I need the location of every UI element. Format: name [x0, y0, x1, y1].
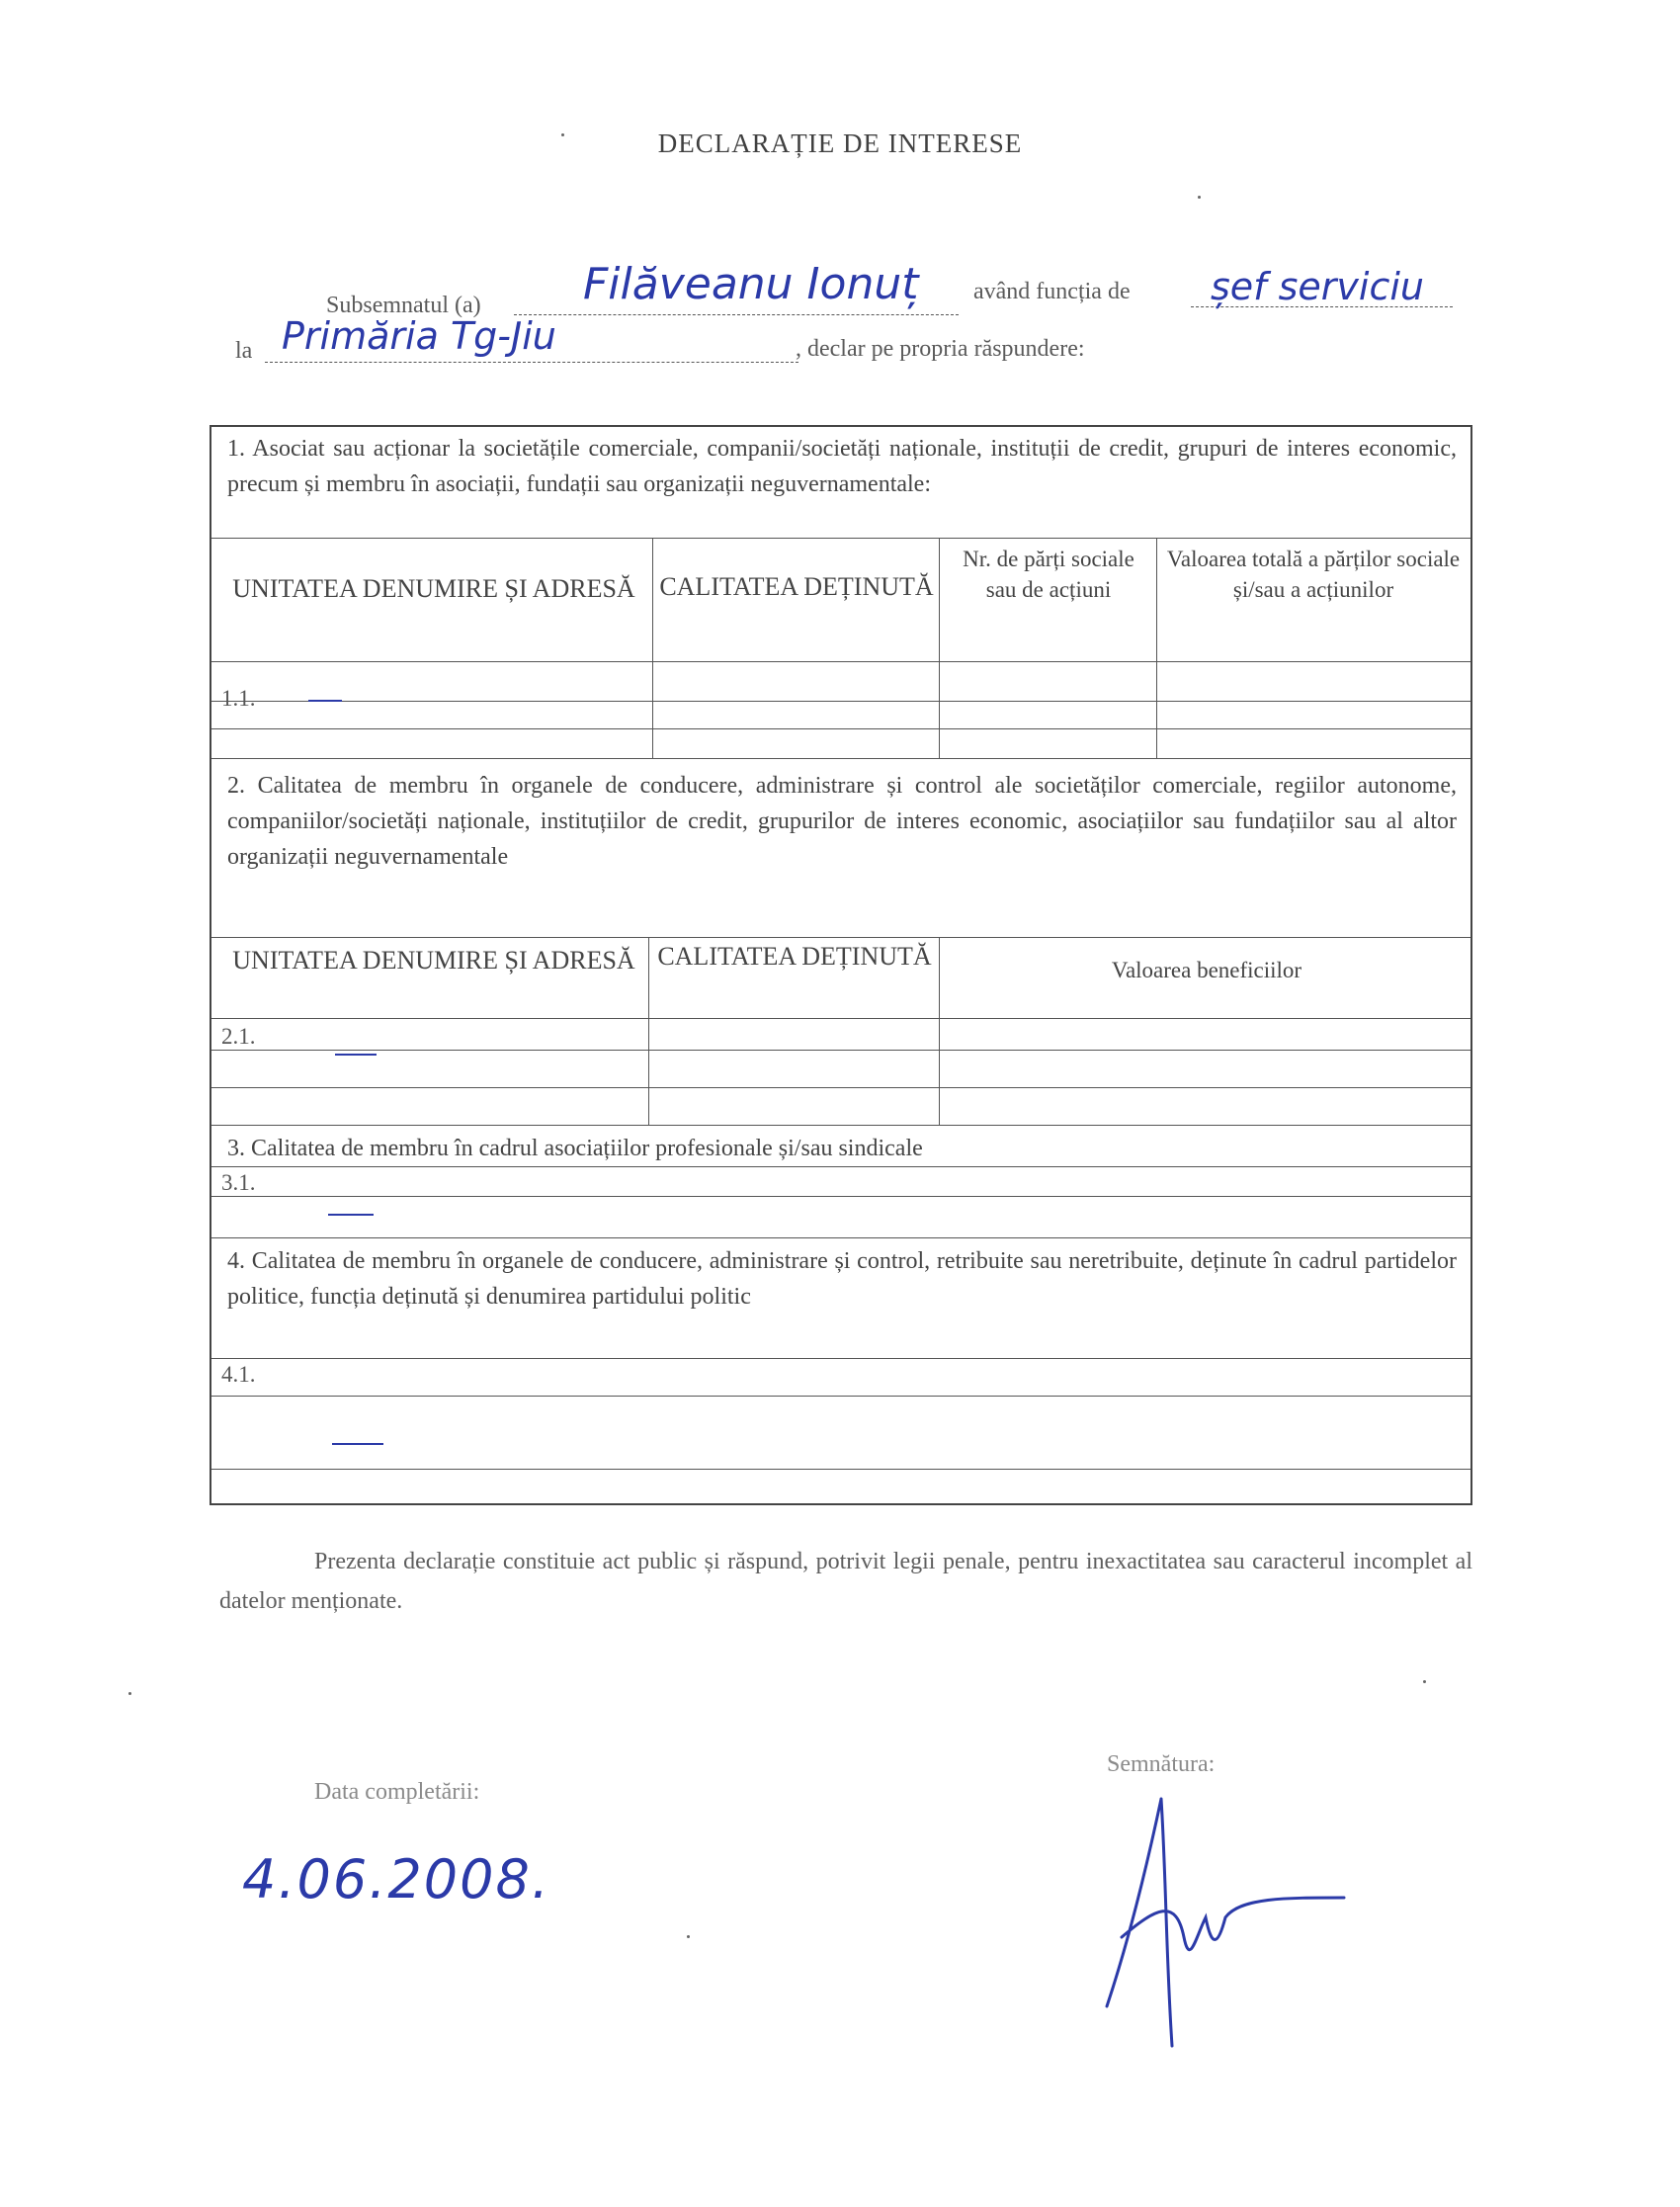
- date-value: 4.06.2008.: [242, 1848, 550, 1910]
- s2-row-label: 2.1.: [221, 1024, 256, 1049]
- institution-fill-line: [265, 362, 798, 363]
- section-3-heading: 3. Calitatea de membru în cadrul asociațiilor profesionale și/sau sindicale: [227, 1136, 923, 1161]
- institution-value: Primăria Tg-Jiu: [282, 314, 556, 358]
- name-fill-line: [514, 314, 959, 315]
- function-label: având funcția de: [973, 279, 1131, 304]
- declaration-table: [210, 425, 1472, 1505]
- scan-speck: [1198, 196, 1201, 199]
- s2-col-valoare: Valoarea beneficiilor: [1111, 958, 1302, 982]
- section-2-heading: 2. Calitatea de membru în organele de conducere, administrare și control ale societăților comerciale, regiilor autonome, companiilor/societăți naționale, instituțiilor de credit, grupurilor de interes economic, asociațiilor sau fundațiilor sau al altor organizații neguvernamentale: [227, 773, 1457, 870]
- section-4-heading: 4. Calitatea de membru în organele de conducere, administrare și control, retribuite sau neretribuite, deținute în cadrul partidelor politice, funcția deținută și denumirea partidului politic: [227, 1248, 1457, 1310]
- s1-col-nr: Nr. de părți sociale sau de acțiuni: [963, 547, 1134, 602]
- s2-col-calitate: CALITATEA DEȚINUTĂ: [657, 942, 932, 971]
- s2-col-unit: UNITATEA DENUMIRE ȘI ADRESĂ: [232, 946, 635, 975]
- handwritten-signature: [1067, 1759, 1364, 2066]
- s1-row-label: 1.1.: [221, 686, 256, 711]
- scan-speck: [1423, 1680, 1426, 1683]
- s1-col-unit: UNITATEA DENUMIRE ȘI ADRESĂ: [232, 574, 635, 603]
- subsemnatul-label: Subsemnatul (a): [326, 293, 481, 318]
- s3-empty-dash: [328, 1214, 374, 1216]
- function-value: șef serviciu: [1211, 265, 1425, 308]
- s2-empty-dash: [335, 1054, 377, 1056]
- s4-row-label: 4.1.: [221, 1362, 256, 1387]
- scan-speck: [687, 1935, 690, 1938]
- declarant-name: Filăveanu Ionuț: [583, 259, 919, 309]
- document-title: DECLARAȚIE DE INTERESE: [657, 128, 1023, 158]
- s1-empty-dash: [308, 700, 342, 702]
- s1-col-valoare: Valoarea totală a părților sociale și/sau a acțiunilor: [1166, 547, 1461, 602]
- s4-empty-dash: [332, 1443, 383, 1445]
- date-label: Data completării:: [314, 1779, 480, 1805]
- signature-label: Semnătura:: [1107, 1751, 1216, 1777]
- legal-statement: Prezenta declarație constituie act public și răspund, potrivit legii penale, pentru inexactitatea sau caracterul incomplet al datelor menționate.: [219, 1549, 1472, 1614]
- s3-row-label: 3.1.: [221, 1170, 256, 1195]
- s1-col-calitate: CALITATEA DEȚINUTĂ: [659, 572, 934, 601]
- declar-label: , declar pe propria răspundere:: [796, 336, 1085, 362]
- scan-speck: [561, 133, 564, 136]
- la-label: la: [235, 338, 253, 364]
- scan-speck: [128, 1692, 131, 1695]
- section-1-heading: 1. Asociat sau acționar la societățile comerciale, companii/societăți naționale, instituții de credit, grupuri de interes economic, precum și membru în asociații, fundații sau organizații neguvernamentale:: [227, 436, 1457, 497]
